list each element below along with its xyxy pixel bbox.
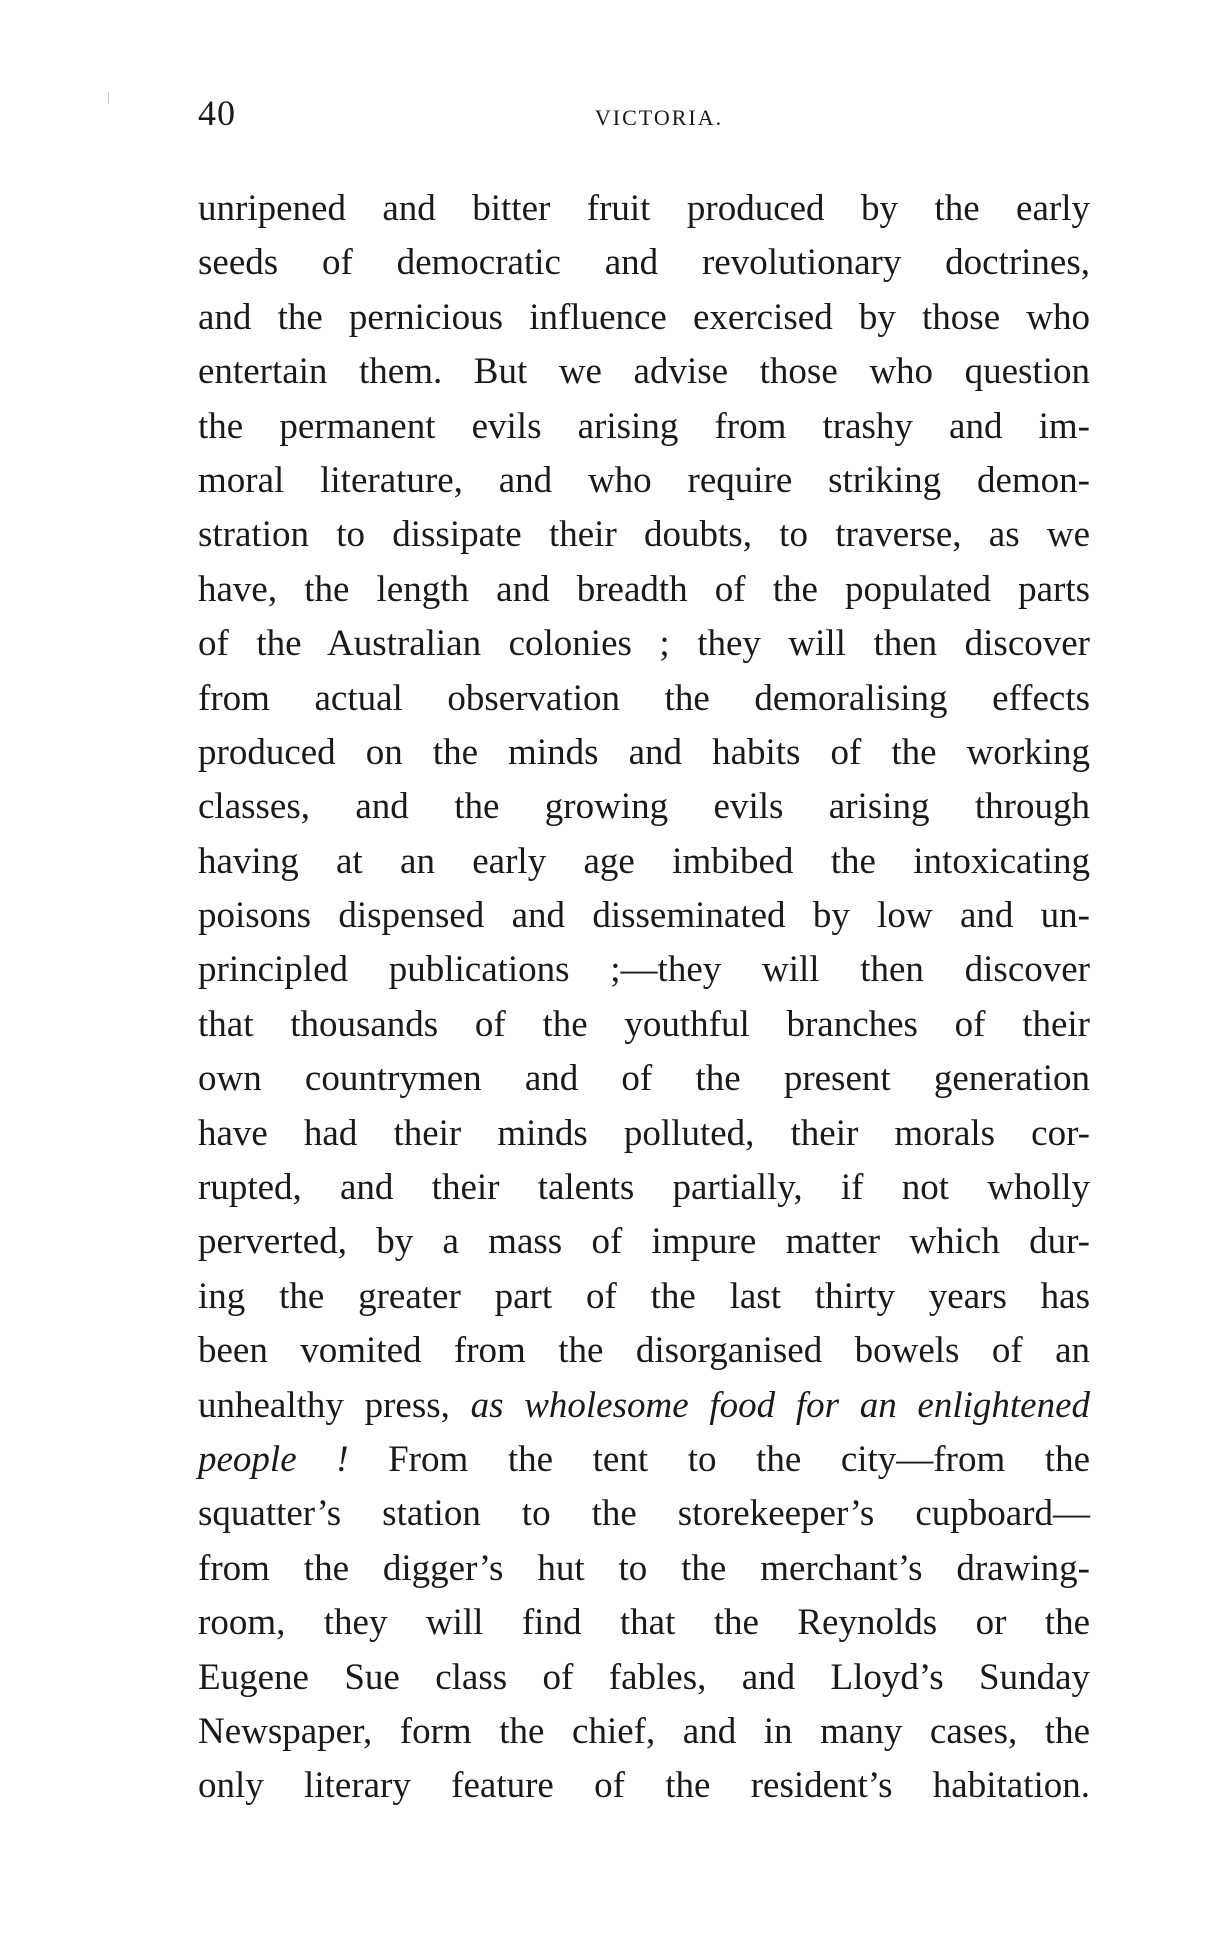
text-line: room, they will find that the Reynolds or the: [198, 1602, 1090, 1644]
text-line: seeds of democratic and revolutionary doctrines,: [198, 242, 1090, 284]
running-head: VICTORIA.: [594, 105, 724, 130]
text-line: have had their minds polluted, their morals cor-: [198, 1112, 1090, 1154]
text-line: poisons dispensed and disseminated by low and un-: [198, 895, 1090, 937]
text-line: from actual observation the demoralising effects: [198, 677, 1090, 719]
text-line: that thousands of the youthful branches of their: [198, 1003, 1090, 1045]
text-line: been vomited from the disorganised bowels of an: [198, 1330, 1090, 1372]
text-line: squatter’s station to the storekeeper’s cupboard—: [198, 1493, 1090, 1535]
page-header: [198, 93, 1090, 143]
text-italic: people !: [198, 1438, 349, 1480]
text-line: produced on the minds and habits of the working: [198, 731, 1090, 773]
text-line: rupted, and their talents partially, if not wholly: [198, 1167, 1090, 1209]
text-roman: From the tent to the city—from the: [348, 1438, 1091, 1480]
page-number: 40: [198, 93, 236, 133]
text-line: perverted, by a mass of impure matter which dur-: [198, 1221, 1090, 1263]
body-paragraph: [198, 182, 1090, 1814]
text-line: Eugene Sue class of fables, and Lloyd’s Sunday: [198, 1656, 1090, 1698]
text-line: having at an early age imbibed the intoxicating: [198, 840, 1090, 882]
margin-speck: [108, 92, 109, 104]
text-line: have, the length and breadth of the populated parts: [198, 568, 1090, 610]
text-line: classes, and the growing evils arising through: [198, 786, 1090, 828]
text-line: stration to dissipate their doubts, to traverse, as we: [198, 514, 1090, 556]
text-line: and the pernicious influence exercised by those who: [198, 296, 1090, 338]
text-italic: as wholesome food for an enlightened: [470, 1384, 1091, 1426]
text-line: only literary feature of the resident’s habitation.: [198, 1765, 1090, 1807]
text-line: ing the greater part of the last thirty years has: [198, 1275, 1090, 1317]
text-line: from the digger’s hut to the merchant’s drawing-: [198, 1547, 1090, 1589]
text-line: moral literature, and who require striking demon-: [198, 459, 1090, 501]
text-line: own countrymen and of the present generation: [198, 1058, 1090, 1100]
text-line: entertain them. But we advise those who question: [198, 351, 1090, 393]
text-line-mixed: [198, 1433, 1090, 1487]
text-line: Newspaper, form the chief, and in many cases, the: [198, 1710, 1090, 1752]
text-roman: unhealthy press,: [198, 1384, 471, 1426]
text-line-mixed: [198, 1379, 1090, 1433]
text-line: principled publications ;—they will then discover: [198, 949, 1090, 991]
text-line: the permanent evils arising from trashy and im-: [198, 405, 1090, 447]
text-line: of the Australian colonies ; they will then discover: [198, 623, 1090, 665]
text-line: unripened and bitter fruit produced by the early: [198, 188, 1090, 229]
